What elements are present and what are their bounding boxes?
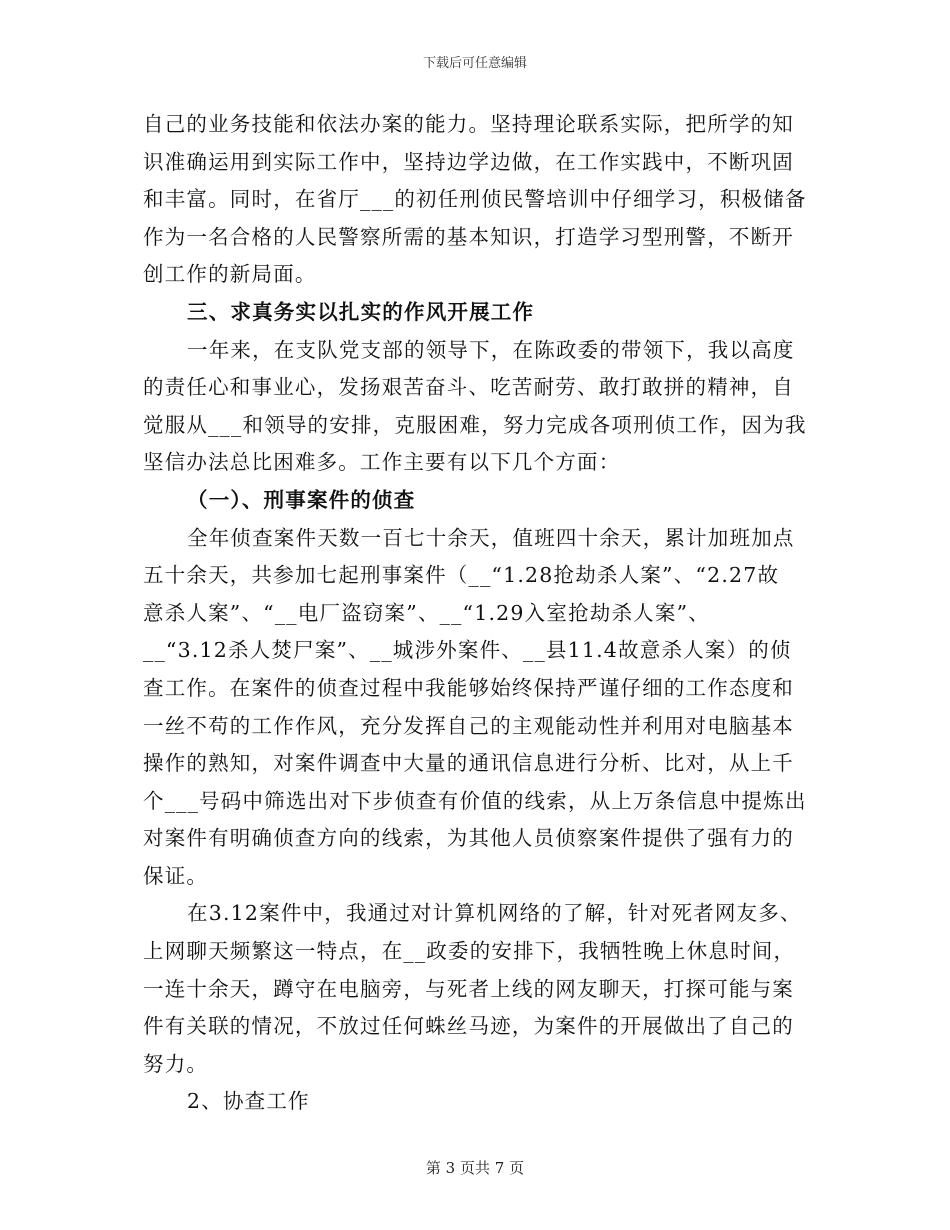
document-body bbox=[143, 106, 811, 1121]
body-line: 一年来，在支队党支部的领导下，在陈政委的带领下，我以高度 bbox=[187, 337, 795, 362]
body-line: 查工作。在案件的侦查过程中我能够始终保持严谨仔细的工作态度和 bbox=[143, 675, 794, 700]
page-header: 下载后可任意编辑 bbox=[422, 56, 527, 71]
body-line: 一连十余天，蹲守在电脑旁，与死者上线的网友聊天，打探可能与案 bbox=[143, 976, 794, 1001]
body-line: 个___号码中筛选出对下步侦查有价值的线索，从上万条信息中提炼出 bbox=[143, 788, 807, 813]
body-line: 觉服从___和领导的安排，克服困难，努力完成各项刑侦工作，因为我 bbox=[143, 412, 807, 437]
body-line: 一丝不苟的工作作风，充分发挥自己的主观能动性并利用对电脑基本 bbox=[143, 713, 794, 738]
body-line: 自己的业务技能和依法办案的能力。坚持理论联系实际，把所学的知 bbox=[143, 112, 794, 136]
body-line: 保证。 bbox=[143, 863, 209, 888]
body-line: 对案件有明确侦查方向的线索，为其他人员侦察案件提供了强有力的 bbox=[143, 826, 794, 851]
body-line: 五十余天，共参加七起刑事案件（__“1.28抢劫杀人案”、“2.27故 bbox=[143, 563, 780, 588]
item-heading: 2、协查工作 bbox=[187, 1089, 310, 1114]
body-line: 努力。 bbox=[143, 1051, 209, 1076]
body-line: 的责任心和事业心，发扬艰苦奋斗、吃苦耐劳、敢打敢拼的精神，自 bbox=[143, 375, 794, 400]
body-line: 创工作的新局面。 bbox=[143, 262, 317, 287]
body-line: 全年侦查案件天数一百七十余天，值班四十余天，累计加班加点 bbox=[187, 525, 795, 550]
body-line: 坚信办法总比困难多。工作主要有以下几个方面： bbox=[143, 450, 621, 475]
body-line: 件有关联的情况，不放过任何蛛丝马迹，为案件的开展做出了自己的 bbox=[143, 1014, 794, 1039]
body-line: 上网聊天频繁这一特点，在__政委的安排下，我牺牲晚上休息时间， bbox=[143, 939, 796, 964]
body-line: 意杀人案”、“__电厂盗窃案”、__“1.29入室抢劫杀人案”、 bbox=[143, 600, 710, 625]
body-line: __“3.12杀人焚尸案”、__城涉外案件、__县11.4故意杀人案）的侦 bbox=[143, 638, 792, 663]
page-number: 第 3 页共 7 页 bbox=[425, 1159, 525, 1177]
body-line: 作为一名合格的人民警察所需的基本知识，打造学习型刑警，不断开 bbox=[143, 224, 794, 249]
body-line: 和丰富。同时，在省厅___的初任刑侦民警培训中仔细学习，积极储备 bbox=[143, 187, 807, 212]
section-heading: 三、求真务实以扎实的作风开展工作 bbox=[187, 299, 535, 324]
body-line: 识准确运用到实际工作中，坚持边学边做，在工作实践中，不断巩固 bbox=[143, 149, 794, 174]
subsection-heading: （一）、刑事案件的侦查 bbox=[187, 487, 416, 512]
body-line: 在3.12案件中，我通过对计算机网络的了解，针对死者网友多、 bbox=[187, 901, 802, 926]
body-line: 操作的熟知，对案件调查中大量的通讯信息进行分析、比对，从上千 bbox=[143, 751, 794, 776]
